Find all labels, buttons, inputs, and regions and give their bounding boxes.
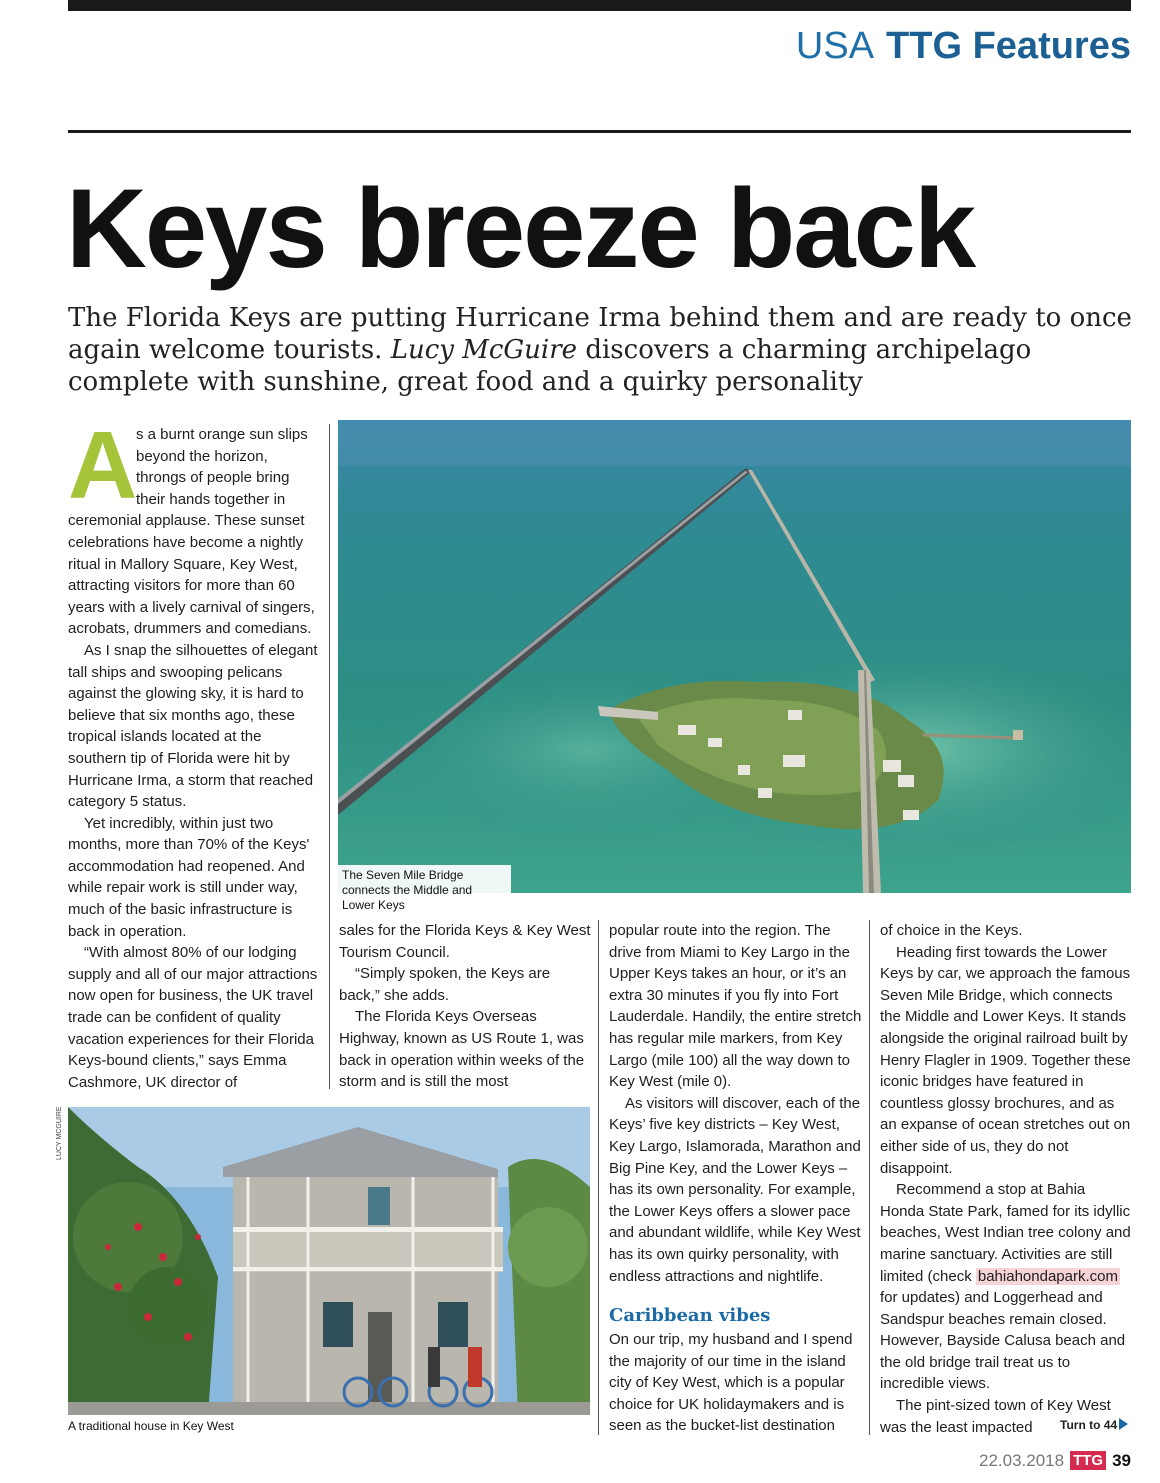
standfirst-text: The Florida Keys are putting Hurricane Irma behind them and are ready to once again welcome tourists.: [68, 303, 1132, 365]
paragraph: Yet incredibly, within just two months, more than 70% of the Keys' accommodation had reopened. And while repair work is still under way, much of the basic infrastructure is back in operation.: [68, 814, 310, 940]
standfirst-text-2: discovers a charming archipelago complete with sunshine, great food and a quirky personality: [68, 335, 1032, 397]
article-column-2: [339, 920, 591, 1093]
turn-label: Turn to 44: [1060, 1418, 1118, 1432]
ttg-logo: TTG: [1070, 1451, 1106, 1470]
paragraph: [68, 412, 320, 640]
paragraph-text: s a burnt orange sun slips beyond the horizon, throngs of people bring their hands together in ceremonial applause. These sunset celebrations have become a nightly ritual in Mallory Square, Key West, attracting visitors for more than 60 years with a lively carnival of singers, acrobats, drummers and comedians.: [68, 426, 315, 638]
subheading: Caribbean vibes: [609, 1305, 771, 1327]
section-title: TTG Features: [886, 25, 1131, 67]
photo-credit: LUCY MCGUIRE: [56, 1106, 63, 1160]
house-caption: A traditional house in Key West: [68, 1419, 234, 1433]
column-rule: [329, 424, 330, 1089]
section-label: USA: [795, 25, 875, 67]
standfirst: [68, 302, 1138, 398]
paragraph-text: Recommend a stop at Bahia Honda State Park, famed for its idyllic beaches, West Indian tree colony and marine sanctuary. Activities are still limited (check: [880, 1181, 1131, 1285]
paragraph: On our trip, my husband and I spend the majority of our time in the island city of Key West, which is a popular choice for UK holidaymakers and is seen as the bucket-list destination: [609, 1331, 853, 1435]
author-name: Lucy McGuire: [390, 335, 578, 365]
page-number: 39: [1112, 1451, 1131, 1470]
article-column-3: [609, 920, 865, 1437]
paragraph: “With almost 80% of our lodging supply and all of our major attractions now open for business, the UK travel trade can be confident of quality vacation experiences for their Florida Keys-bound clients,” says Emma Cashmore, UK director of: [68, 944, 318, 1091]
column-rule: [598, 1090, 599, 1435]
paragraph: popular route into the region. The drive from Miami to Key Largo in the Upper Keys takes an hour, or it’s an extra 30 minutes if you fly into Fort Lauderdale. Handily, the entire stretch has regular mile markers, from Key Largo (mile 100) all the way down to Key West (mile 0).: [609, 922, 862, 1091]
top-rule: [68, 0, 1131, 11]
column-rule: [869, 920, 870, 1435]
drop-cap: A: [68, 412, 138, 519]
website-link[interactable]: bahiahondapark.com: [977, 1267, 1118, 1285]
paragraph: sales for the Florida Keys & Key West Tourism Council.: [339, 922, 591, 961]
headline: Keys breeze back: [66, 166, 975, 291]
house-photo: [68, 1107, 590, 1415]
bridge-photo: [338, 420, 1131, 893]
paragraph: The Florida Keys Overseas Highway, known as US Route 1, was back in operation within weeks of the storm and is still the most: [339, 1008, 585, 1091]
paragraph: As I snap the silhouettes of elegant tall ships and swooping pelicans against the glowing sky, it is hard to believe that six months ago, these tropical islands located at the southern tip of Florida were hit by Hurricane Irma, a storm that reached category 5 status.: [68, 641, 318, 811]
section-header: [796, 22, 1131, 70]
paragraph: The pint-sized town of Key West was the least impacted: [880, 1397, 1111, 1436]
article-column-4: [880, 920, 1132, 1438]
column-rule: [598, 920, 599, 1090]
paragraph: of choice in the Keys.: [880, 922, 1023, 939]
arrow-right-icon: [1119, 1418, 1128, 1430]
page-footer: [979, 1450, 1131, 1472]
article-column-1: [68, 412, 320, 1093]
paragraph: As visitors will discover, each of the Keys’ five key districts – Key West, Key Largo, Islamorada, Marathon and Big Pine Key, and the Lower Keys – has its own personality. For example, the Lower Keys offers a slower pace and abundant wildlife, while Key West has its own quirky personality, with endless attractions and nightlife.: [609, 1094, 861, 1285]
paragraph: [880, 1179, 1132, 1395]
header-rule: [68, 130, 1131, 133]
bridge-caption: The Seven Mile Bridge connects the Middle and Lower Keys: [338, 865, 511, 916]
paragraph-text: for updates) and Loggerhead and Sandspur beaches remain closed. However, Bayside Calusa beach and the old bridge trail treat us to incredible views.: [880, 1289, 1126, 1393]
issue-date: 22.03.2018: [978, 1451, 1065, 1470]
paragraph: “Simply spoken, the Keys are back,” she adds.: [339, 965, 551, 1004]
paragraph: Heading first towards the Lower Keys by car, we approach the famous Seven Mile Bridge, which connects the Middle and Lower Keys. It stands alongside the original railroad built by Henry Flagler in 1909. Together these iconic bridges have featured in countless glossy brochures, and as an expanse of ocean stretches out on either side of us, they do not disappoint.: [880, 943, 1131, 1177]
turn-page-link[interactable]: [1060, 1418, 1128, 1432]
